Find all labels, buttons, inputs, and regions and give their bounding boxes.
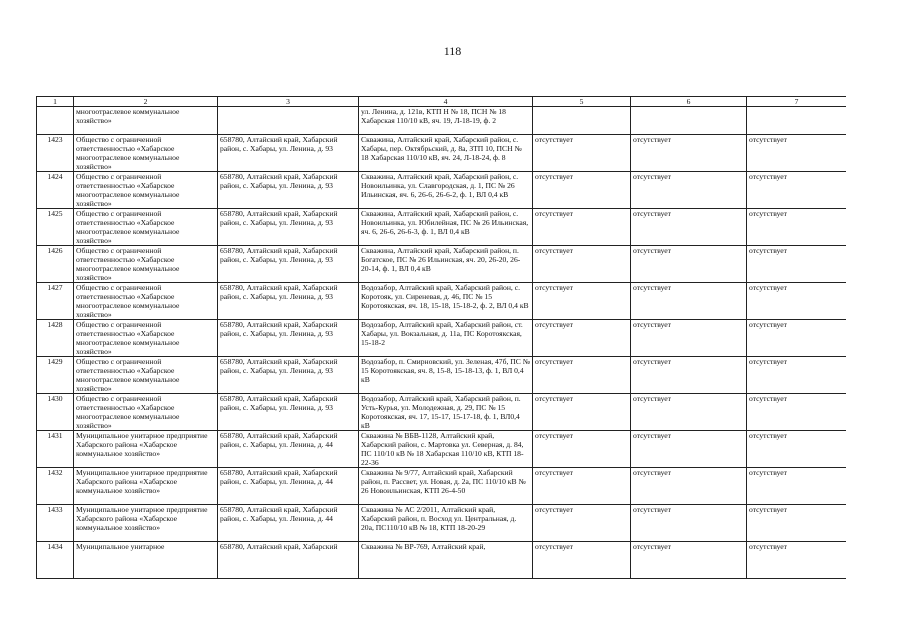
- cell-col5: отсутствует: [533, 135, 631, 172]
- table-row: [37, 320, 847, 357]
- cell-address: 658780, Алтайский край, Хабарский район, с. Хабары, ул. Ленина, д. 93: [218, 246, 359, 283]
- cell-col5: отсутствует: [533, 394, 631, 431]
- cell-location: Водозабор, Алтайский край, Хабарский район, ст. Хабары, ул. Вокзальная, д. 11а, ПС Коротоякская, 15-18-2: [359, 320, 533, 357]
- cell-col6: [631, 107, 747, 135]
- table-row: [37, 431, 847, 468]
- cell-organization: Общество с ограниченной ответственностью «Хабарское многоотраслевое коммунальное хозяйство»: [74, 320, 218, 357]
- cell-location: Скважина № АС 2/2011, Алтайский край, Хабарский район, п. Восход ул. Центральная, д. 20а, ПС110/10 кВ № 18, КТП 18-20-29: [359, 505, 533, 542]
- cell-number: 1428: [37, 320, 74, 357]
- cell-number: 1431: [37, 431, 74, 468]
- cell-location: Водозабор, Алтайский край, Хабарский район, п. Усть-Курья, ул. Молодежная, д. 29, ПС № 15 Коротоякская, яч. 17, 15-17, 15-17-18, ф. 1, ВЛ0,4 кВ: [359, 394, 533, 431]
- cell-address: 658780, Алтайский край, Хабарский район, с. Хабары, ул. Ленина, д. 93: [218, 394, 359, 431]
- cell-organization: Общество с ограниченной ответственностью «Хабарское многоотраслевое коммунальное хозяйство»: [74, 357, 218, 394]
- cell-col7: отсутствует: [747, 505, 847, 542]
- cell-col5: отсутствует: [533, 542, 631, 579]
- registry-table-container: [36, 96, 846, 640]
- cell-location: Скважина № ВБВ-1128, Алтайский край, Хабарский район, с. Мартовка ул. Северная, д. 84, ПС 110/10 кВ № 18 Хабарская 110/10 кВ, КТП 18-22-36: [359, 431, 533, 468]
- cell-col5: отсутствует: [533, 468, 631, 505]
- column-header: 1: [37, 97, 74, 107]
- cell-address: 658780, Алтайский край, Хабарский район, с. Хабары, ул. Ленина, д. 93: [218, 320, 359, 357]
- cell-col7: отсутствует: [747, 172, 847, 209]
- column-header: 5: [533, 97, 631, 107]
- cell-col7: отсутствует: [747, 542, 847, 579]
- cell-number: 1425: [37, 209, 74, 246]
- cell-col7: [747, 107, 847, 135]
- cell-organization: Муниципальное унитарное: [74, 542, 218, 579]
- cell-number: 1424: [37, 172, 74, 209]
- cell-location: Водозабор, Алтайский край, Хабарский район, с. Коротояк, ул. Сиреневая, д. 46, ПС № 15 Коротоякская, яч. 18, 15-18, 15-18-2, ф. 2, ВЛ 0,4 кВ: [359, 283, 533, 320]
- cell-address: 658780, Алтайский край, Хабарский район, с. Хабары, ул. Ленина, д. 44: [218, 468, 359, 505]
- cell-organization: Общество с ограниченной ответственностью «Хабарское многоотраслевое коммунальное хозяйство»: [74, 246, 218, 283]
- table-row: [37, 172, 847, 209]
- cell-col5: отсутствует: [533, 172, 631, 209]
- cell-address: 658780, Алтайский край, Хабарский район, с. Хабары, ул. Ленина, д. 93: [218, 209, 359, 246]
- column-header: 4: [359, 97, 533, 107]
- cell-organization: Муниципальное унитарное предприятие Хабарского района «Хабарское коммунальное хозяйство»: [74, 505, 218, 542]
- cell-organization: Общество с ограниченной ответственностью «Хабарское многоотраслевое коммунальное хозяйство»: [74, 209, 218, 246]
- cell-location: Скважина № 9/77, Алтайский край, Хабарский район, п. Рассвет, ул. Новая, д. 2а, ПС 110/10 кВ № 26 Новоильинская, КТП 26-4-50: [359, 468, 533, 505]
- cell-organization: Общество с ограниченной ответственностью «Хабарское многоотраслевое коммунальное хозяйство»: [74, 172, 218, 209]
- cell-number: 1433: [37, 505, 74, 542]
- cell-col5: отсутствует: [533, 320, 631, 357]
- cell-location: ул. Ленина, д. 121в, КТП Н № 18, ПСН № 18 Хабарская 110/10 кВ, яч. 19, Л-18-19, ф. 2: [359, 107, 533, 135]
- cell-col7: отсутствует: [747, 394, 847, 431]
- cell-col7: отсутствует: [747, 246, 847, 283]
- cell-address: 658780, Алтайский край, Хабарский район, с. Хабары, ул. Ленина, д. 93: [218, 172, 359, 209]
- cell-number: [37, 107, 74, 135]
- cell-location: Скважина, Алтайский край, Хабарский район, с. Хабары, пер. Октябрьский, д. 8а, ЗТП 10, ПСН № 18 Хабарская 110/10 кВ, яч. 24, Л-18-24, ф. 8: [359, 135, 533, 172]
- cell-col5: отсутствует: [533, 209, 631, 246]
- cell-col7: отсутствует: [747, 135, 847, 172]
- cell-address: [218, 107, 359, 135]
- cell-col6: отсутствует: [631, 283, 747, 320]
- cell-col6: отсутствует: [631, 431, 747, 468]
- cell-organization: Муниципальное унитарное предприятие Хабарского района «Хабарское коммунальное хозяйство»: [74, 431, 218, 468]
- cell-col6: отсутствует: [631, 505, 747, 542]
- cell-col7: отсутствует: [747, 431, 847, 468]
- registry-table: [36, 96, 846, 579]
- column-header: 7: [747, 97, 847, 107]
- table-row: [37, 135, 847, 172]
- table-row: [37, 283, 847, 320]
- cell-address: 658780, Алтайский край, Хабарский район, с. Хабары, ул. Ленина, д. 93: [218, 135, 359, 172]
- table-row: [37, 468, 847, 505]
- column-header: 3: [218, 97, 359, 107]
- table-row: [37, 505, 847, 542]
- cell-number: 1423: [37, 135, 74, 172]
- cell-address: 658780, Алтайский край, Хабарский район, с. Хабары, ул. Ленина, д. 93: [218, 283, 359, 320]
- cell-organization: Муниципальное унитарное предприятие Хабарского района «Хабарское коммунальное хозяйство»: [74, 468, 218, 505]
- cell-col6: отсутствует: [631, 357, 747, 394]
- cell-location: Скважина, Алтайский край, Хабарский район, с. Новоильинка, ул. Славгородская, д. 1, ПС № 26 Ильинская, яч. 6, 26-6, 26-6-2, ф. 1, ВЛ 0,4 кВ: [359, 172, 533, 209]
- column-header: 2: [74, 97, 218, 107]
- cell-location: Скважина № ВР-769, Алтайский край,: [359, 542, 533, 579]
- cell-col7: отсутствует: [747, 320, 847, 357]
- cell-organization: Общество с ограниченной ответственностью «Хабарское многоотраслевое коммунальное хозяйство»: [74, 394, 218, 431]
- cell-col6: отсутствует: [631, 468, 747, 505]
- cell-col6: отсутствует: [631, 209, 747, 246]
- cell-col5: отсутствует: [533, 283, 631, 320]
- cell-col7: отсутствует: [747, 357, 847, 394]
- table-row: [37, 394, 847, 431]
- cell-col6: отсутствует: [631, 246, 747, 283]
- cell-organization: многоотраслевое коммунальное хозяйство»: [74, 107, 218, 135]
- cell-col6: отсутствует: [631, 172, 747, 209]
- cell-col7: отсутствует: [747, 468, 847, 505]
- cell-number: 1434: [37, 542, 74, 579]
- cell-col5: [533, 107, 631, 135]
- cell-number: 1427: [37, 283, 74, 320]
- cell-col7: отсутствует: [747, 283, 847, 320]
- cell-col6: отсутствует: [631, 394, 747, 431]
- column-header: 6: [631, 97, 747, 107]
- cell-col5: отсутствует: [533, 246, 631, 283]
- table-row: [37, 209, 847, 246]
- table-row: [37, 246, 847, 283]
- table-row: [37, 542, 847, 579]
- cell-address: 658780, Алтайский край, Хабарский район, с. Хабары, ул. Ленина, д. 44: [218, 505, 359, 542]
- cell-col6: отсутствует: [631, 135, 747, 172]
- cell-col6: отсутствует: [631, 320, 747, 357]
- cell-col5: отсутствует: [533, 505, 631, 542]
- header-row: [37, 97, 847, 107]
- cell-organization: Общество с ограниченной ответственностью «Хабарское многоотраслевое коммунальное хозяйство»: [74, 135, 218, 172]
- table-row: [37, 357, 847, 394]
- cell-location: Скважина, Алтайский край, Хабарский район, с. Новоильинка, ул. Юбилейная, ПС № 26 Ильинская, яч. 6, 26-6, 26-6-3, ф. 1, ВЛ 0,4 кВ: [359, 209, 533, 246]
- cell-address: 658780, Алтайский край, Хабарский район, с. Хабары, ул. Ленина, д. 93: [218, 357, 359, 394]
- cell-number: 1430: [37, 394, 74, 431]
- continuation-row: [37, 107, 847, 135]
- cell-col7: отсутствует: [747, 209, 847, 246]
- cell-number: 1432: [37, 468, 74, 505]
- cell-col5: отсутствует: [533, 431, 631, 468]
- cell-address: 658780, Алтайский край, Хабарский район, с. Хабары, ул. Ленина, д. 44: [218, 431, 359, 468]
- cell-number: 1429: [37, 357, 74, 394]
- cell-col5: отсутствует: [533, 357, 631, 394]
- cell-location: Скважина, Алтайский край, Хабарский район, п. Богатское, ПС № 26 Ильинская, яч. 20, 26-20, 26-20-14, ф. 1, ВЛ 0,4 кВ: [359, 246, 533, 283]
- cell-organization: Общество с ограниченной ответственностью «Хабарское многоотраслевое коммунальное хозяйство»: [74, 283, 218, 320]
- cell-col6: отсутствует: [631, 542, 747, 579]
- cell-location: Водозабор, п. Смирновский, ул. Зеленая, 47б, ПС № 15 Коротоякская, яч. 8, 15-8, 15-18-13, ф. 1, ВЛ 0,4 кВ: [359, 357, 533, 394]
- page-number: 118: [443, 44, 462, 58]
- cell-address: 658780, Алтайский край, Хабарский: [218, 542, 359, 579]
- cell-number: 1426: [37, 246, 74, 283]
